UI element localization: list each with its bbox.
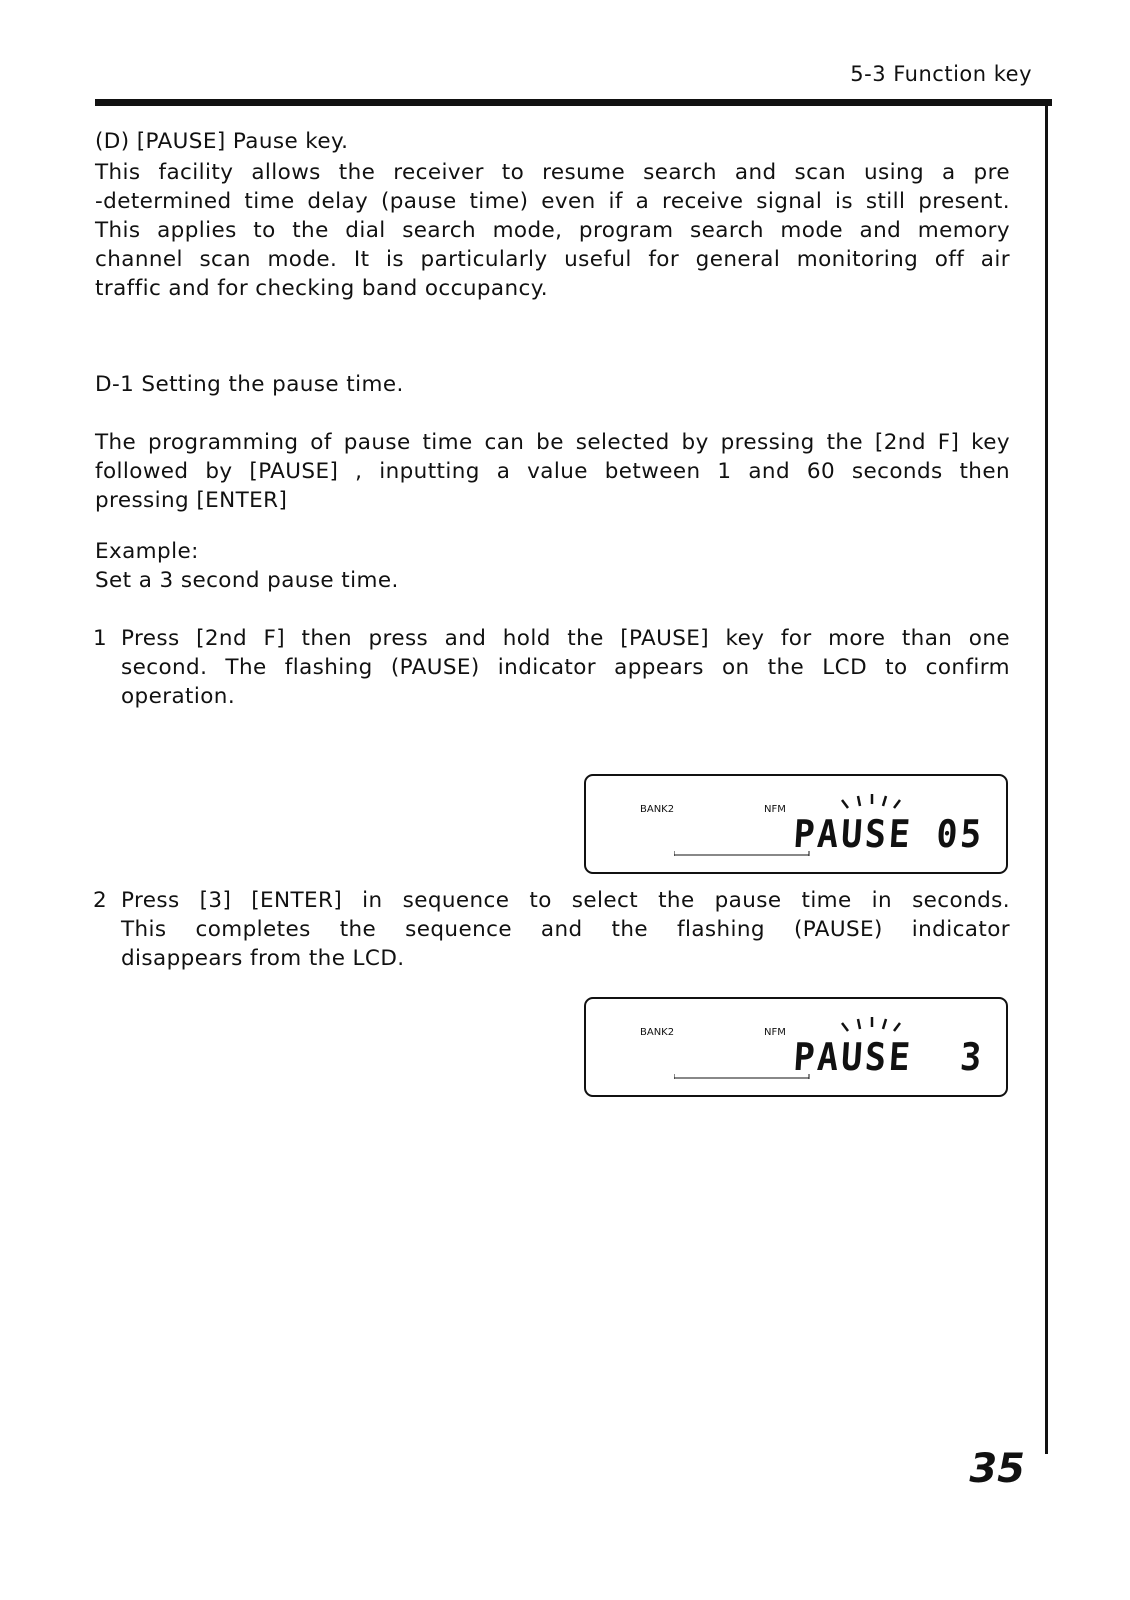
intro-line: This applies to the dial search mode, program search mode and memory [95, 218, 1010, 243]
top-rule [95, 99, 1052, 106]
intro-line: This facility allows the receiver to resume search and scan using a pre [95, 160, 1010, 185]
programming-line: The programming of pause time can be selected by pressing the [2nd F] key [95, 430, 1010, 455]
step-line: Press [2nd F] then press and hold the [PAUSE] key for more than one [121, 626, 1010, 651]
page-number: 35 [969, 1446, 1025, 1492]
subheading: D-1 Setting the pause time. [95, 372, 404, 397]
intro-line: channel scan mode. It is particularly useful for general monitoring off air [95, 247, 1010, 272]
programming-line: pressing [ENTER] [95, 488, 288, 513]
lcd-segment-readout: PAUSE 05 [792, 812, 986, 856]
step-line: second. The flashing (PAUSE) indicator appears on the LCD to confirm [121, 655, 1010, 680]
step-line: Press [3] [ENTER] in sequence to select the pause time in seconds. [121, 888, 1010, 913]
step-line: disappears from the LCD. [121, 946, 405, 971]
flashing-indicator-icon [836, 1013, 906, 1035]
intro-line: traffic and for checking band occupancy. [95, 276, 549, 301]
step-2-text [121, 886, 1010, 973]
lcd-bank-label: BANK2 [640, 1027, 675, 1038]
step-line: This completes the sequence and the flashing (PAUSE) indicator [121, 917, 1010, 942]
lcd-segment-readout: PAUSE 3 [792, 1035, 986, 1079]
flashing-indicator-icon [836, 790, 906, 812]
step-line: operation. [121, 684, 236, 709]
lcd-display-2 [584, 997, 1008, 1097]
lcd-mode-label: NFM [764, 804, 786, 815]
intro-line: -determined time delay (pause time) even if a receive signal is still present. [95, 189, 1010, 214]
example-label: Example: [95, 539, 199, 564]
section-heading: (D) [PAUSE] Pause key. [95, 129, 349, 154]
lcd-mode-label: NFM [764, 1027, 786, 1038]
lcd-bank-label: BANK2 [640, 804, 675, 815]
step-number: 1 [93, 626, 108, 651]
section-header: 5-3 Function key [850, 62, 1032, 86]
intro-paragraph [95, 158, 1010, 303]
step-number: 2 [93, 888, 108, 913]
example-text: Set a 3 second pause time. [95, 568, 399, 593]
programming-paragraph [95, 428, 1010, 515]
lcd-display-1 [584, 774, 1008, 874]
programming-line: followed by [PAUSE] , inputting a value between 1 and 60 seconds then [95, 459, 1010, 484]
step-1-text [121, 624, 1010, 711]
right-rule [1045, 99, 1048, 1454]
